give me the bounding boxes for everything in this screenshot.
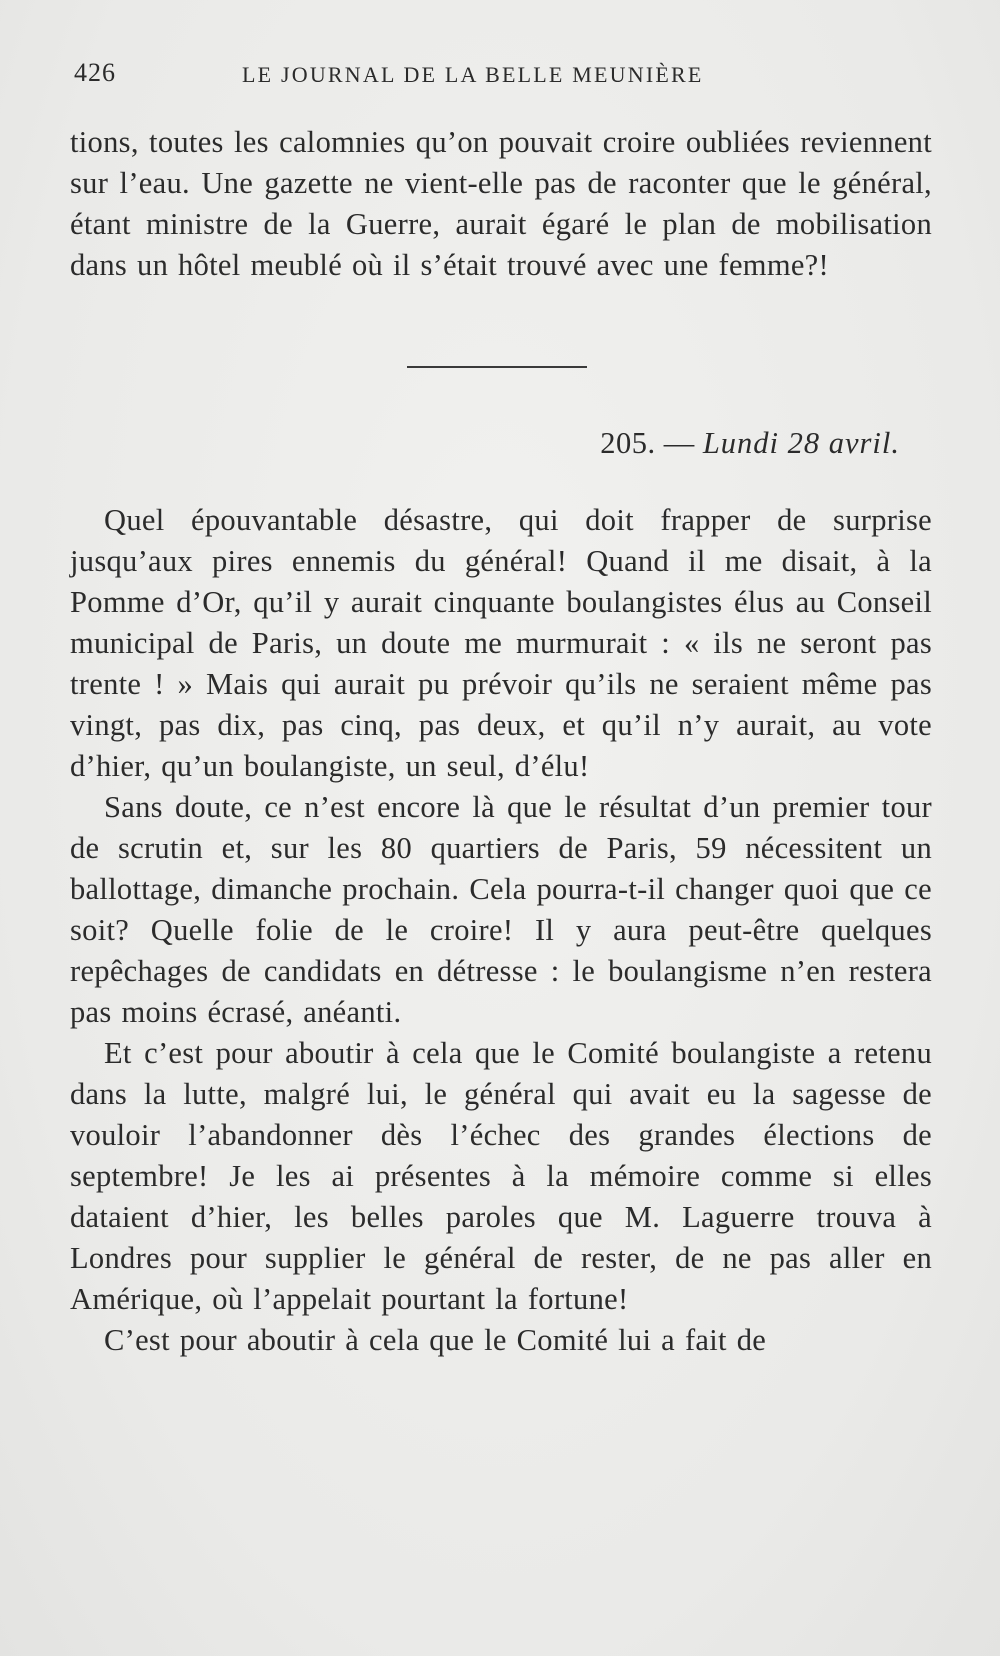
continuation-paragraph [70, 122, 932, 286]
section-divider [407, 366, 587, 368]
page-number: 426 [74, 58, 116, 87]
paragraph: Quel épouvantable désastre, qui doit frapper de surprise jusqu’aux pires ennemis du général! Quand il me disait, à la Pomme d’Or, qu’il y aurait cinquante boulangistes élus au Conseil municipal de Paris, un doute me murmurait : « ils ne seront pas trente ! » Mais qui aurait pu prévoir qu’ils ne seraient même pas vingt, pas dix, pas cinq, pas deux, et qu’il n’y aurait, au vote d’hier, qu’un boulangiste, un seul, d’élu! [70, 503, 932, 783]
paragraph: Sans doute, ce n’est encore là que le résultat d’un premier tour de scrutin et, sur les 80 quartiers de Paris, 59 nécessitent un ballottage, dimanche prochain. Cela pourra-t-il changer quoi que ce soit? Quelle folie de le croire! Il y aura peut-être quelques repêchages de candidats en détresse : le boulangisme n’en restera pas moins écrasé, anéanti. [70, 790, 932, 1029]
paragraph-last: C’est pour aboutir à cela que le Comité lui a fait de [104, 1323, 767, 1357]
entry-date: Lundi 28 avril. [702, 426, 900, 460]
paragraph: Et c’est pour aboutir à cela que le Comité boulangiste a retenu dans la lutte, malgré lui, le général qui avait eu la sagesse de vouloir l’abandonner dès l’échec des grandes élections de septembre! Je les ai présentes à la mémoire comme si elles dataient d’hier, les belles paroles que M. Laguerre trouva à Londres pour supplier le général de rester, de ne pas aller en Amérique, où l’appelait pourtant la fortune! [70, 1036, 932, 1316]
entry-number: 205. [600, 426, 656, 460]
entry-heading [600, 426, 900, 461]
entry-dash: — [663, 426, 695, 460]
continuation-text: tions, toutes les calomnies qu’on pouvait croire oubliées reviennent sur l’eau. Une gazette ne vient-elle pas de raconter que le général, étant ministre de la Guerre, aurait égaré le plan de mobilisation dans un hôtel meublé où il s’était trouvé avec une femme?! [70, 125, 932, 282]
running-head [74, 58, 934, 98]
entry-body [70, 500, 932, 1361]
running-title: LE JOURNAL DE LA BELLE MEUNIÈRE [242, 62, 704, 87]
